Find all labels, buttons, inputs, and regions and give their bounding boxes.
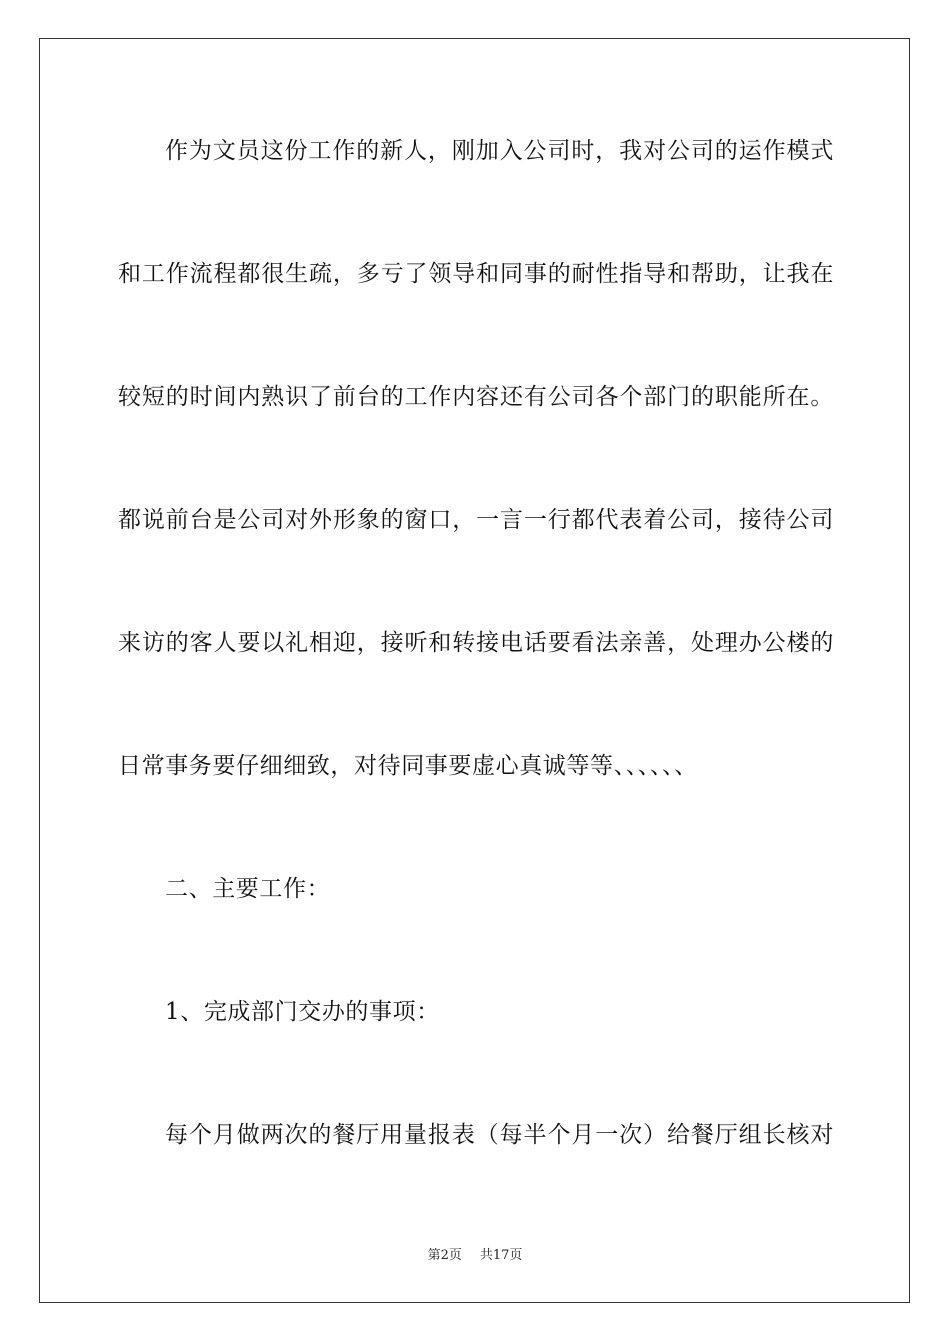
total-pages: 共17页: [479, 1248, 523, 1263]
section-heading: 二、主要工作：: [165, 876, 331, 902]
paragraph-line-6: 日常事务要仔细细致，对待同事要虚心真诚等等、、、、、、: [118, 753, 698, 779]
paragraph-line-1: 作为文员这份工作的新人，刚加入公司时，我对公司的运作模式: [165, 138, 834, 164]
page-number: 第2页: [427, 1248, 462, 1263]
paragraph-line-4: 都说前台是公司对外形象的窗口，一言一行都代表着公司，接待公司: [118, 507, 834, 533]
paragraph-line-3: 较短的时间内熟识了前台的工作内容还有公司各个部门的职能所在。: [118, 384, 834, 410]
paragraph-line-7: 每个月做两次的餐厅用量报表（每半个月一次）给餐厅组长核对: [165, 1122, 834, 1148]
page-border: [39, 38, 910, 1303]
page-footer: [0, 1248, 950, 1264]
paragraph-line-5: 来访的客人要以礼相迎，接听和转接电话要看法亲善，处理办公楼的: [118, 630, 834, 656]
paragraph-line-2: 和工作流程都很生疏，多亏了领导和同事的耐性指导和帮助，让我在: [118, 261, 834, 287]
subsection-heading: 1、完成部门交办的事项：: [165, 999, 440, 1025]
